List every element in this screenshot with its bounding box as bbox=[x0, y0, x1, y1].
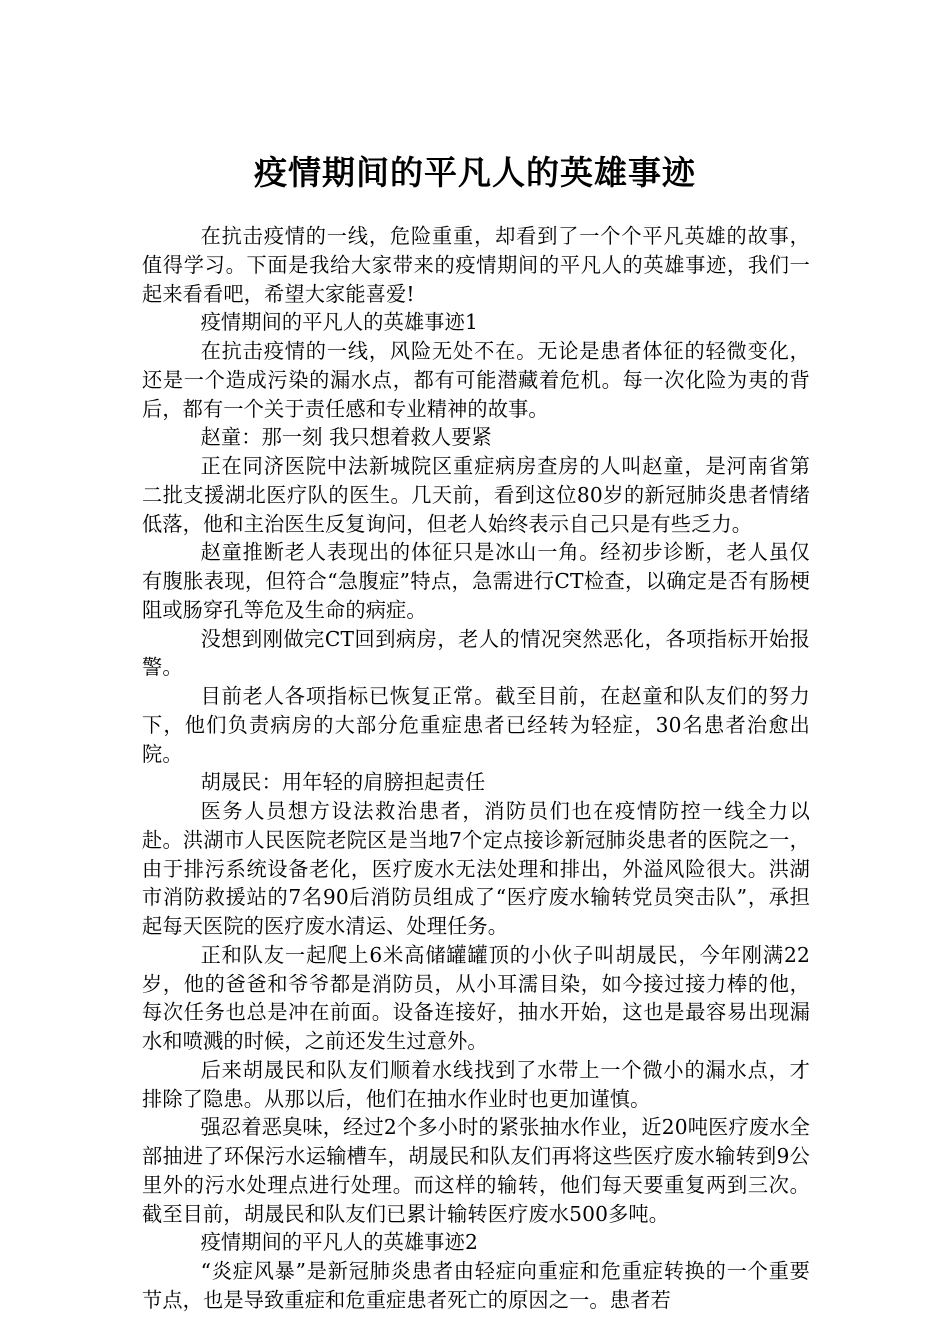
document-title: 疫情期间的平凡人的英雄事迹 bbox=[254, 153, 696, 193]
paragraph: 医务人员想方设法救治患者，消防员们也在疫情防控一线全力以赴。洪湖市人民医院老院区是当地7个定点接诊新冠肺炎患者的医院之一，由于排污系统设备老化，医疗废水无法处理和排出，外溢风险很大。洪湖市消防救援站的7名90后消防员组成了“医疗废水输转党员突击队”，承担起每天医院的医疗废水清运、处理任务。 bbox=[142, 799, 810, 938]
paragraph: 目前老人各项指标已恢复正常。截至目前，在赵童和队友们的努力下，他们负责病房的大部分危重症患者已经转为轻症，30名患者治愈出院。 bbox=[142, 684, 810, 766]
paragraph: 强忍着恶臭味，经过2个多小时的紧张抽水作业，近20吨医疗废水全部抽进了环保污水运输槽车，胡晟民和队友们再将这些医疗废水输转到9公里外的污水处理点进行处理。而这样的输转，他们每天要重复两到三次。截至目前，胡晟民和队友们已累计输转医疗废水500多吨。 bbox=[142, 1115, 810, 1226]
section-heading: 疫情期间的平凡人的英雄事迹2 bbox=[200, 1230, 478, 1255]
paragraph: 正在同济医院中法新城院区重症病房查房的人叫赵童，是河南省第二批支援湖北医疗队的医生。几天前，看到这位80岁的新冠肺炎患者情绪低落，他和主治医生反复询问，但老人始终表示自己只是有些乏力。 bbox=[142, 454, 810, 536]
document-body bbox=[142, 222, 810, 1315]
paragraph: “炎症风暴”是新冠肺炎患者由轻症向重症和危重症转换的一个重要节点，也是导致重症和危重症患者死亡的原因之一。患者若 bbox=[142, 1259, 810, 1312]
paragraph: 在抗击疫情的一线，危险重重，却看到了一个个平凡英雄的故事，值得学习。下面是我给大家带来的疫情期间的平凡人的英雄事迹，我们一起来看看吧，希望大家能喜爱! bbox=[142, 224, 810, 306]
section-heading: 疫情期间的平凡人的英雄事迹1 bbox=[200, 310, 478, 335]
paragraph: 赵童推断老人表现出的体征只是冰山一角。经初步诊断，老人虽仅有腹胀表现，但符合“急腹症”特点，急需进行CT检查，以确定是否有肠梗阻或肠穿孔等危及生命的病症。 bbox=[142, 540, 810, 622]
paragraph: 没想到刚做完CT回到病房，老人的情况突然恶化，各项指标开始报警。 bbox=[142, 626, 810, 680]
section-heading: 赵童：那一刻 我只想着救人要紧 bbox=[200, 425, 492, 450]
paragraph: 在抗击疫情的一线，风险无处不在。无论是患者体征的轻微变化，还是一个造成污染的漏水点，都有可能潜藏着危机。每一次化险为夷的背后，都有一个关于责任感和专业精神的故事。 bbox=[142, 339, 810, 421]
paragraph: 后来胡晟民和队友们顺着水线找到了水带上一个微小的漏水点，才排除了隐患。从那以后，他们在抽水作业时也更加谨慎。 bbox=[142, 1057, 810, 1111]
paragraph: 正和队友一起爬上6米高储罐罐顶的小伙子叫胡晟民，今年刚满22岁，他的爸爸和爷爷都是消防员，从小耳濡目染，如今接过接力棒的他，每次任务也总是冲在前面。设备连接好，抽水开始，这也是最容易出现漏水和喷溅的时候，之前还发生过意外。 bbox=[142, 942, 810, 1053]
section-heading: 胡晟民：用年轻的肩膀担起责任 bbox=[200, 770, 486, 795]
